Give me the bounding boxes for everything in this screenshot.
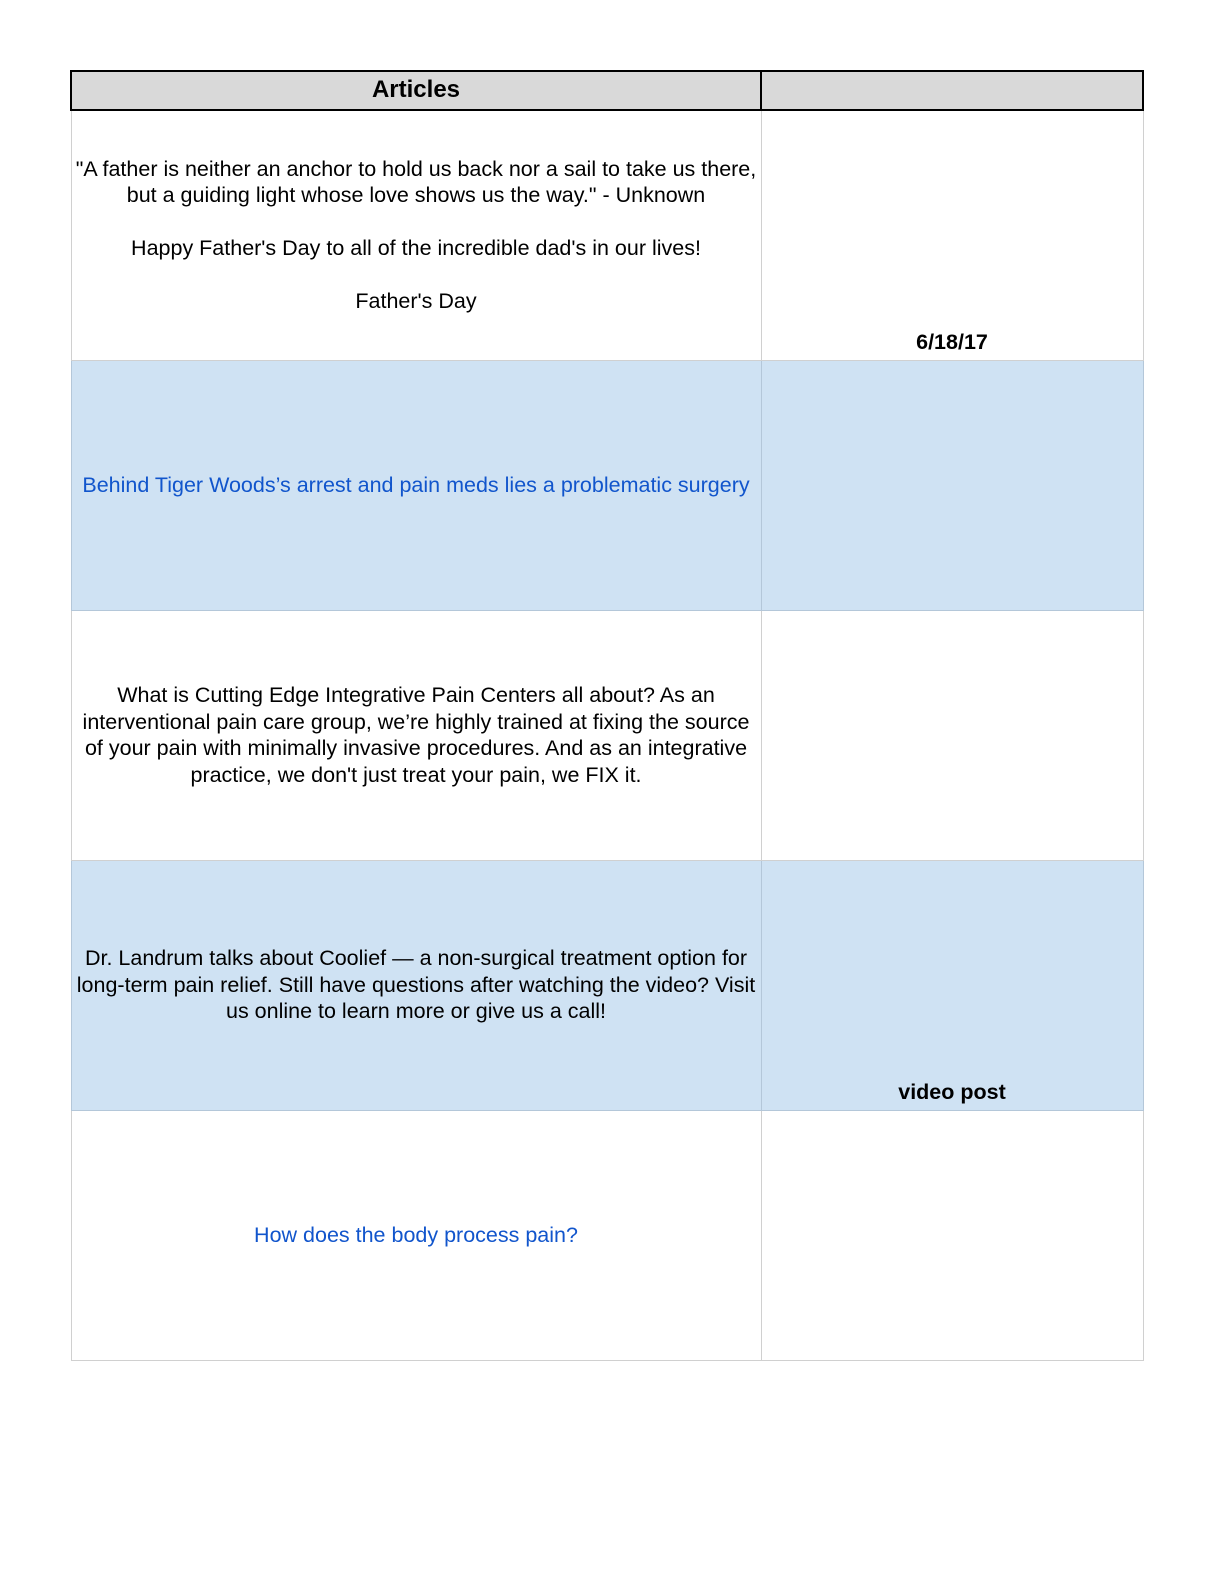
articles-table (70, 70, 1144, 1361)
article-cell (71, 360, 761, 610)
note-cell (761, 610, 1143, 860)
header-articles: Articles (71, 71, 761, 110)
post-text-coolief: Dr. Landrum talks about Coolief — a non-surgical treatment option for long-term pain relief. Still have questions after watching the video? Visit us online to learn more or give us a call! (71, 860, 761, 1110)
post-type-label: video post (761, 860, 1143, 1110)
post-text-about: What is Cutting Edge Integrative Pain Centers all about? As an interventional pain care group, we’re highly trained at fixing the source of your pain with minimally invasive procedures. And as an integrative practice, we don't just treat your pain, we FIX it. (71, 610, 761, 860)
header-empty (761, 71, 1143, 110)
table-row (71, 610, 1143, 860)
table-row (71, 360, 1143, 610)
post-date: 6/18/17 (761, 110, 1143, 360)
note-cell (761, 1110, 1143, 1360)
article-link-body-pain[interactable]: How does the body process pain? (254, 1222, 578, 1247)
post-text-fathers-day: "A father is neither an anchor to hold us back nor a sail to take us there, but a guiding light whose love shows us the way." - Unknown Happy Father's Day to all of the incredible dad's in our lives! Father's Day (71, 110, 761, 360)
table-row (71, 110, 1143, 360)
article-link-tiger-woods[interactable]: Behind Tiger Woods’s arrest and pain meds lies a problematic surgery (82, 472, 750, 497)
table-row (71, 860, 1143, 1110)
header-row (71, 71, 1143, 110)
note-cell (761, 360, 1143, 610)
table-row (71, 1110, 1143, 1360)
article-cell (71, 1110, 761, 1360)
